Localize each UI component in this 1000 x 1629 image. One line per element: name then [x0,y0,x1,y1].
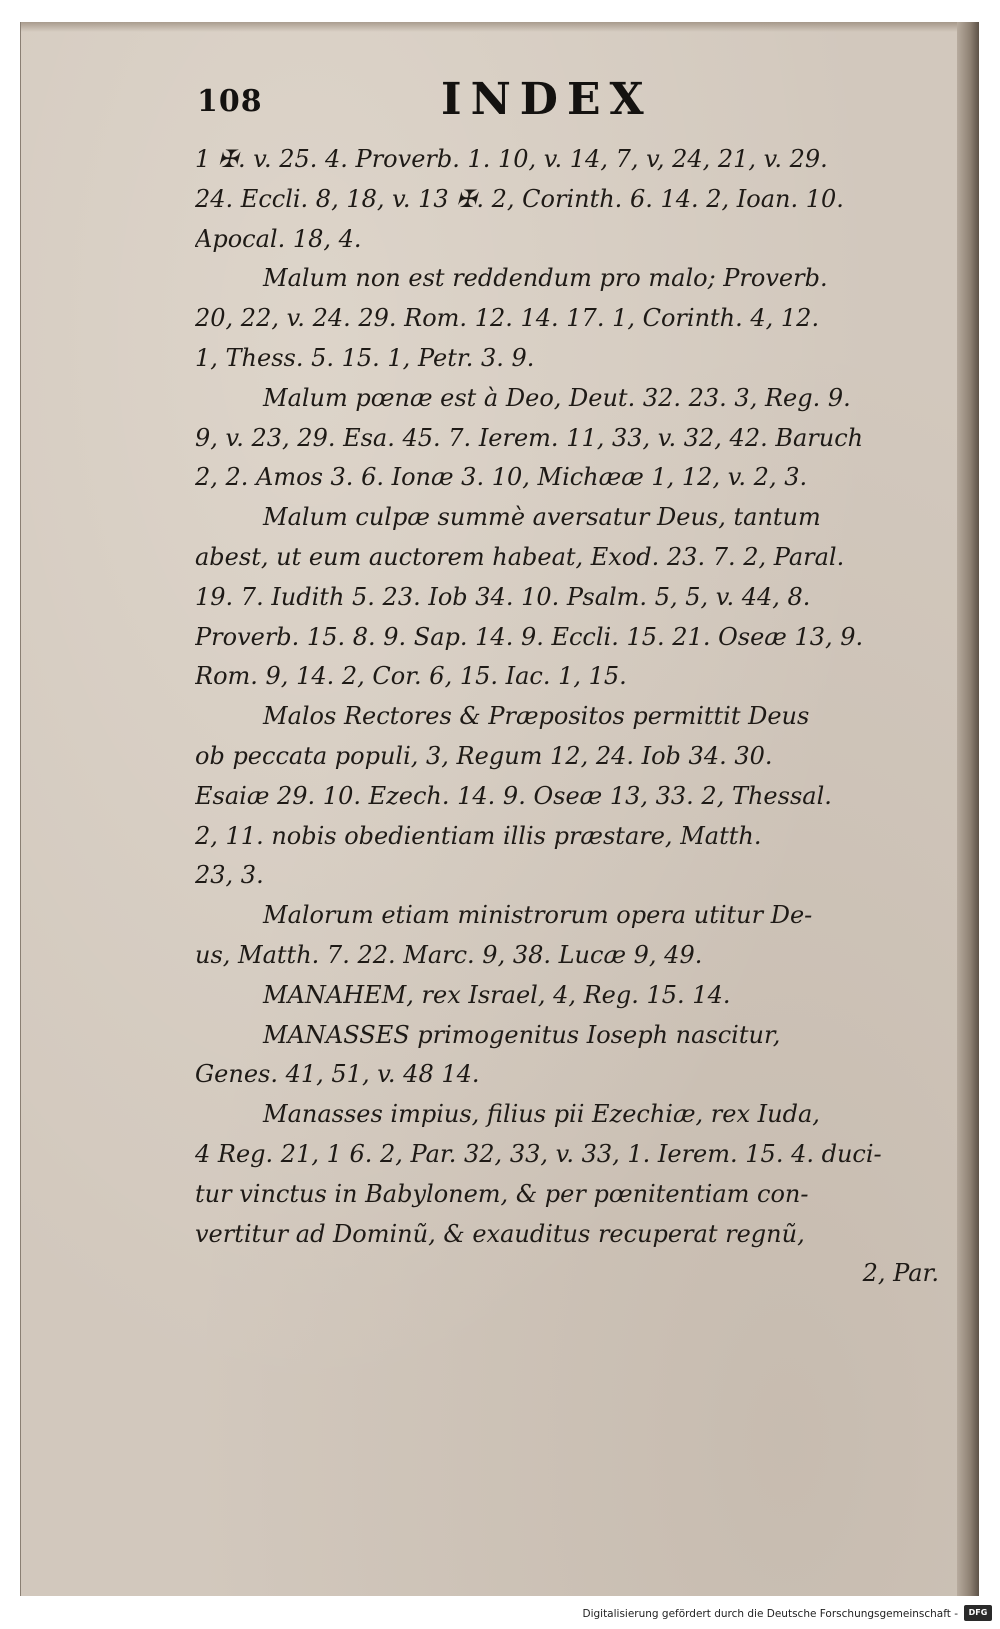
funding-credit: Digitalisierung gefördert durch die Deutsche Forschungsgemeinschaft - [582,1608,958,1620]
index-entry-start: Malum culpæ summè aversatur Deus, tantum [263,503,821,532]
text-line: Apocal. 18, 4. [195,224,362,253]
text-line: abest, ut eum auctorem habeat, Exod. 23. 7. 2, Paral. [195,542,845,571]
page-header [21,74,979,134]
text-line: Proverb. 15. 8. 9. Sap. 14. 9. Eccli. 15. 21. Oseæ 13, 9. [195,622,864,651]
text-line: vertitur ad Dominũ, & exauditus recuperat regnũ, [195,1219,805,1248]
index-entry-start: Manasses impius, filius pii Ezechiæ, rex Iuda, [263,1100,820,1129]
text-line: 2, 11. nobis obedientiam illis præstare, Matth. [195,821,762,850]
text-line: 23, 3. [195,861,264,890]
running-title: INDEX [441,74,653,125]
text-line: 4 Reg. 21, 1 6. 2, Par. 32, 33, v. 33, 1. Ierem. 15. 4. duci- [195,1139,882,1168]
text-line: ob peccata populi, 3, Regum 12, 24. Iob 34. 30. [195,741,773,770]
text-line: Esaiæ 29. 10. Ezech. 14. 9. Oseæ 13, 33. 2, Thessal. [195,781,832,810]
text-line: 20, 22, v. 24. 29. Rom. 12. 14. 17. 1, Corinth. 4, 12. [195,304,820,333]
digitization-footer [0,1596,1000,1629]
catchword: 2, Par. [862,1259,939,1288]
page-top-shadow [21,22,979,32]
index-entry-start: Malum pœnæ est à Deo, Deut. 32. 23. 3, Reg. 9. [263,383,851,412]
index-entry-start: MANASSES primogenitus Ioseph nascitur, [263,1020,781,1049]
book-page [20,22,979,1596]
text-line: 2, 2. Amos 3. 6. Ionæ 3. 10, Michææ 1, 12, v. 2, 3. [195,463,808,492]
index-entry-start: MANAHEM, rex Israel, 4, Reg. 15. 14. [263,980,731,1009]
text-line: tur vinctus in Babylonem, & per pœnitentiam con- [195,1179,809,1208]
dfg-logo: DFG [964,1605,992,1621]
page-number: 108 [197,84,263,119]
text-line: Rom. 9, 14. 2, Cor. 6, 15. Iac. 1, 15. [195,662,627,691]
page-edge [957,22,979,1596]
text-line: us, Matth. 7. 22. Marc. 9, 38. Lucæ 9, 49. [195,940,703,969]
text-line: 1 ✠. v. 25. 4. Proverb. 1. 10, v. 14, 7, v, 24, 21, v. 29. [195,145,828,173]
index-entry-start: Malum non est reddendum pro malo; Proverb. [263,264,828,293]
text-line: Genes. 41, 51, v. 48 14. [195,1060,480,1089]
text-line: 9, v. 23, 29. Esa. 45. 7. Ierem. 11, 33, v. 32, 42. Baruch [195,423,864,452]
index-text-block [195,140,941,1294]
text-line: 1, Thess. 5. 15. 1, Petr. 3. 9. [195,343,535,372]
index-entry-start: Malos Rectores & Præpositos permittit Deus [263,702,810,731]
text-line: 24. Eccli. 8, 18, v. 13 ✠. 2, Corinth. 6. 14. 2, Ioan. 10. [195,184,844,213]
index-entry-start: Malorum etiam ministrorum opera utitur De- [263,901,813,930]
text-line: 19. 7. Iudith 5. 23. Iob 34. 10. Psalm. 5, 5, v. 44, 8. [195,582,811,611]
